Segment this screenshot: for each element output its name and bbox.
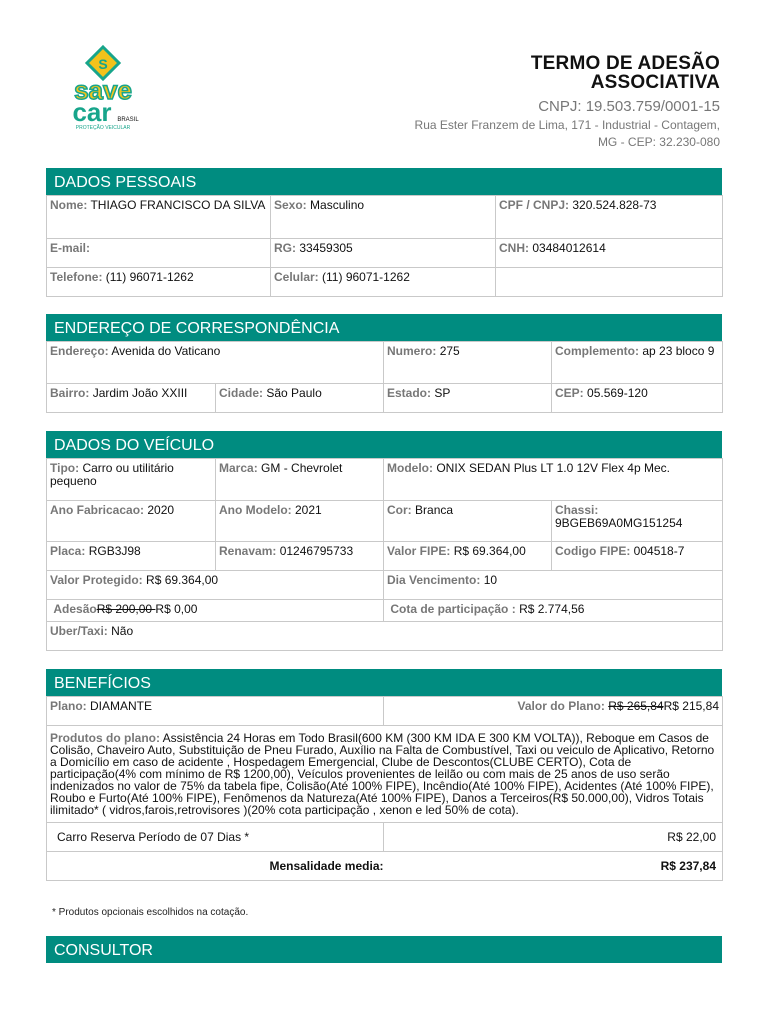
cell-valor-plano: Valor do Plano: R$ 265,84R$ 215,84 [384, 697, 723, 726]
logo-line1: save [74, 75, 132, 105]
document-header [340, 54, 720, 149]
adesao-old-price: R$ 200,00 [96, 602, 156, 616]
cell-cor: Cor: Branca [384, 501, 552, 542]
company-cnpj: CNPJ: 19.503.759/0001-15 [538, 98, 720, 115]
company-logo [62, 45, 144, 131]
section-title: DADOS DO VEÍCULO [46, 431, 722, 458]
svg-text:S: S [98, 56, 108, 72]
cell-carro-reserva: Carro Reserva Período de 07 Dias * [47, 823, 384, 852]
benefits-table [46, 696, 723, 881]
cell-numero: Numero: 275 [384, 342, 552, 384]
section-veiculo [46, 431, 722, 651]
cell-complemento: Complemento: ap 23 bloco 9 [552, 342, 723, 384]
cell-empty [496, 268, 723, 297]
cell-cep: CEP: 05.569-120 [552, 384, 723, 413]
cell-chassi: Chassi: 9BGEB69A0MG151254 [552, 501, 723, 542]
logo-line2: car [72, 97, 112, 127]
cell-cnh: CNH: 03484012614 [496, 239, 723, 268]
cell-tipo: Tipo: Carro ou utilitário pequeno [47, 459, 216, 501]
logo-tagline: PROTEÇÃO VEICULAR [75, 125, 131, 131]
plano-old-price: R$ 265,84 [608, 699, 664, 713]
cell-valor-fipe: Valor FIPE: R$ 69.364,00 [384, 542, 552, 571]
cell-valor-protegido: Valor Protegido: R$ 69.364,00 [47, 571, 384, 600]
cell-bairro: Bairro: Jardim João XXIII [47, 384, 216, 413]
cell-carro-reserva-valor: R$ 22,00 [384, 823, 723, 852]
cell-mensalidade-label: Mensalidade media: [47, 852, 384, 881]
cell-endereco: Endereço: Avenida do Vaticano [47, 342, 384, 384]
cell-cpf: CPF / CNPJ: 320.524.828-73 [496, 196, 723, 239]
cell-uber-taxi: Uber/Taxi: Não [47, 622, 723, 651]
cell-rg: RG: 33459305 [271, 239, 496, 268]
cell-adesao: AdesãoR$ 200,00 R$ 0,00 [47, 600, 384, 622]
company-address-line2: MG - CEP: 32.230-080 [597, 135, 720, 149]
document-title-line1: TERMO DE ADESÃO [530, 53, 720, 74]
section-title: BENEFÍCIOS [46, 669, 722, 696]
cell-ano-fabricacao: Ano Fabricacao: 2020 [47, 501, 216, 542]
cell-modelo: Modelo: ONIX SEDAN Plus LT 1.0 12V Flex 4p Mec. [384, 459, 723, 501]
cell-placa: Placa: RGB3J98 [47, 542, 216, 571]
section-beneficios [46, 669, 722, 881]
section-endereco [46, 314, 722, 413]
section-title: ENDEREÇO DE CORRESPONDÊNCIA [46, 314, 722, 341]
cell-cidade: Cidade: São Paulo [216, 384, 384, 413]
section-consultor [46, 936, 722, 963]
cell-plano: Plano: DIAMANTE [47, 697, 384, 726]
address-table [46, 341, 723, 413]
vehicle-table [46, 458, 723, 651]
cell-ano-modelo: Ano Modelo: 2021 [216, 501, 384, 542]
company-address-line1: Rua Ester Franzem de Lima, 171 - Industrial - Contagem, [414, 118, 720, 132]
section-title: CONSULTOR [46, 936, 722, 963]
cell-estado: Estado: SP [384, 384, 552, 413]
cell-renavam: Renavam: 01246795733 [216, 542, 384, 571]
section-title: DADOS PESSOAIS [46, 168, 722, 195]
cell-celular: Celular: (11) 96071-1262 [271, 268, 496, 297]
cell-cota: Cota de participação : R$ 2.774,56 [384, 600, 723, 622]
document-title-line2: ASSOCIATIVA [590, 72, 720, 93]
cell-telefone: Telefone: (11) 96071-1262 [47, 268, 271, 297]
cell-mensalidade-valor: R$ 237,84 [384, 852, 723, 881]
optional-products-note: * Produtos opcionais escolhidos na cotação. [52, 907, 249, 918]
logo-brasil: BRASIL [117, 117, 139, 123]
cell-email: E-mail: [47, 239, 271, 268]
cell-codigo-fipe: Codigo FIPE: 004518-7 [552, 542, 723, 571]
section-dados-pessoais [46, 168, 722, 297]
cell-dia-vencimento: Dia Vencimento: 10 [384, 571, 723, 600]
cell-nome: Nome: THIAGO FRANCISCO DA SILVA [47, 196, 271, 239]
personal-data-table [46, 195, 723, 297]
cell-produtos: Produtos do plano: Assistência 24 Horas em Todo Brasil(600 KM (300 KM IDA E 300 KM VOLTA)), Reboque em Casos de Colisão, Chaveiro Auto, Substituição de Pneu Furado, Auxílio na Falta de Combustível, Taxi ou veiculo de Aplicativo, Retorno a Domicílio em caso de acidente , Hospedagem Emergencial, Clube de Descontos(CLUBE CERTO), Cota de participação(4% com mínimo de R$ 1200,00), Veículos provenientes de leilão ou com mais de 25 anos de uso serão indenizados no valor de 75% da tabela fipe, Colisão(Até 100% FIPE), Incêndio(Até 100% FIPE), Acidentes (Até 100% FIPE), Roubo e Furto(Até 100% FIPE), Fenômenos da Natureza(Até 100% FIPE), Danos a Terceiros(R$ 50.000,00), Vidros Totais ilimitado* ( vidros,farois,retrovisores )(20% cota participação , xenon e led 50% de cota). [47, 726, 723, 823]
cell-sexo: Sexo: Masculino [271, 196, 496, 239]
cell-marca: Marca: GM - Chevrolet [216, 459, 384, 501]
